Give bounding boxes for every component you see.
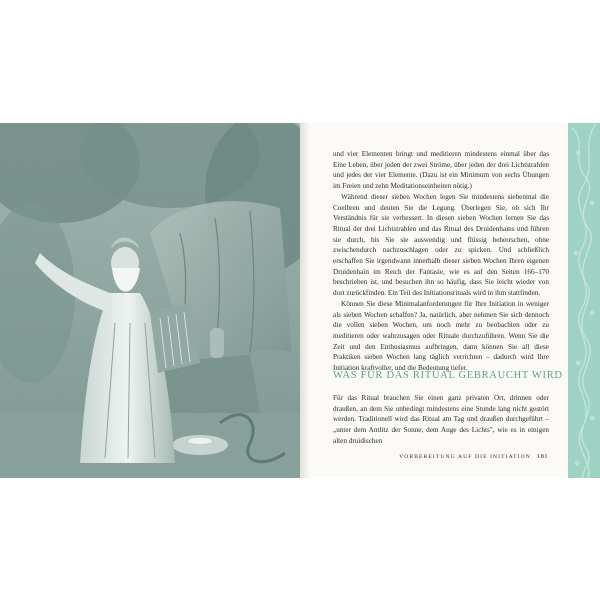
druid-engraving-illustration — [0, 123, 300, 478]
paragraph: Können Sie diese Minimalanforderungen für Ihre Initiation in weniger als sieben Wochen schaffen? Ja, natürlich, aber nehmen Sie sich dennoch die vollen sieben Wochen, um noch mehr zu beobachten oder zu meditieren oder wahrzusagen oder Rituale durchzuführen. Wenn Sie die Zeit und den Enthusiasmus aufbringen, dann können Sie all diese Praktiken sieben Wochen lang täglich verrichten – dadurch wird Ihre Initiation kraftvoller, und die Bedeutung tiefer. — [333, 299, 549, 373]
page-number: 181 — [536, 453, 548, 460]
paragraph: Für das Ritual brauchen Sie einen ganz privaten Ort, drinnen oder draußen, an dem Sie unbedingt mindestens eine Stunde lang nicht gestört werden. Traditionell wird das Ritual am Tag und draußen durchgeführt – „unter dem Antlitz der Sonne, dem Auge des Lichts", wie es in einigen alten druidischen — [333, 394, 549, 445]
running-footer — [398, 453, 548, 460]
ornament-strip — [568, 123, 600, 478]
page-gutter — [300, 123, 310, 478]
body-text — [333, 149, 549, 374]
book-spread — [0, 123, 600, 478]
paragraph: Während dieser sieben Wochen legen Sie mindestens siebenmal die Coelbren und deuten Sie die Legung. Überlegen Sie, ob sich Ihr Verständnis für sie verbessert. In diesen sieben Wochen lernen Sie das Ritual der drei Lichtstrahlen und das Ritual des Druidenhains und führen sie durch, bis Sie sie auswendig und flüssig beherrschen, ohne zwischendurch nachzuschlagen oder zu spicken. Und schließlich erschaffen Sie irgendwann innerhalb dieser sieben Wochen Ihren eigenen Druidenhain im Reich der Fantasie, wie es auf den Seiten 166–170 beschrieben ist, und besuchen ihn so häufig, dass Sie leicht wieder von dort zurückfinden. Ein Teil des Initiationsrituals wird in ihm stattfinden. — [333, 192, 549, 298]
body-text — [333, 393, 549, 447]
section-heading: WAS FÜR DAS RITUAL GEBRAUCHT WIRD — [333, 370, 563, 381]
footer-title: VORBEREITUNG AUF DIE INITIATION — [399, 454, 531, 460]
text-page — [310, 123, 568, 478]
paragraph: und vier Elementen bringt und meditieren mindestens einmal über das Eine Leben, über jeden der zwei Ströme, über jeden der drei Lichtstrahlen und jedes der vier Elemente. (Dazu ist ein Minimum von sechs Übungen im Freien und zehn Meditationseinheiten nötig.) — [333, 150, 549, 191]
